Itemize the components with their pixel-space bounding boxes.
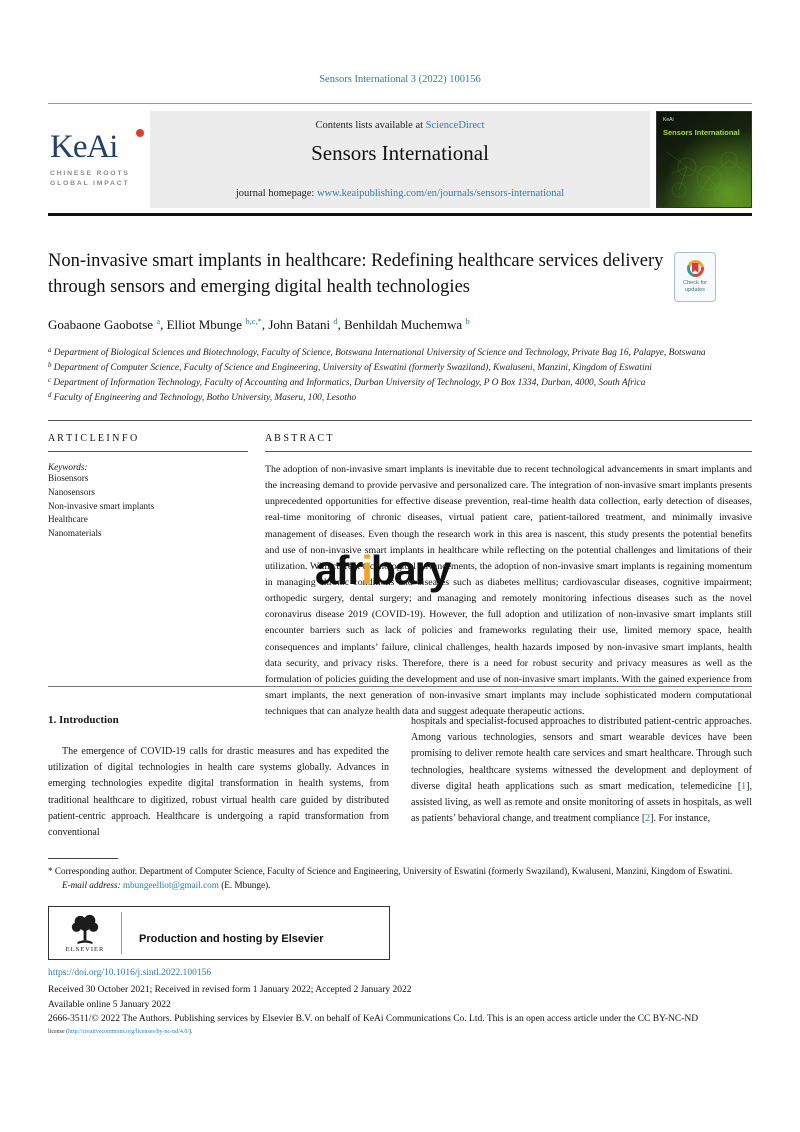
author-affil-sup: b bbox=[465, 316, 470, 326]
journal-masthead bbox=[150, 111, 650, 208]
elsevier-tree-icon bbox=[68, 913, 102, 945]
bookmark-icon bbox=[692, 263, 699, 273]
afribary-watermark bbox=[315, 547, 450, 593]
journal-name: Sensors International bbox=[311, 141, 489, 165]
reference-link-2[interactable]: 2 bbox=[645, 813, 651, 825]
article-info-rule bbox=[48, 451, 248, 452]
email-label: E-mail address: bbox=[62, 879, 123, 890]
corresponding-author-footnote bbox=[48, 865, 752, 893]
abstract-column bbox=[265, 433, 752, 720]
author bbox=[48, 317, 167, 332]
author-affil-sup: b,c,* bbox=[245, 316, 262, 326]
copyright-line: 2666-3511/© 2022 The Authors. Publishing services by Elsevier B.V. on behalf of KeAi Communications Co. Ltd. This is an open access article under the CC BY-NC-ND bbox=[48, 1013, 699, 1024]
author bbox=[344, 317, 470, 332]
contents-line bbox=[150, 120, 650, 131]
keyword: Nanomaterials bbox=[48, 528, 102, 539]
author-separator: , bbox=[160, 317, 167, 332]
intro-left-column bbox=[48, 714, 389, 841]
article-info-column bbox=[48, 433, 248, 541]
homepage-line bbox=[150, 188, 650, 199]
keyword: Biosensors bbox=[48, 473, 89, 483]
email-suffix: (E. Mbunge). bbox=[218, 879, 271, 890]
author bbox=[167, 317, 269, 332]
license-prefix: license ( bbox=[48, 1029, 69, 1035]
keai-tagline bbox=[50, 169, 150, 189]
keyword: Healthcare bbox=[48, 514, 88, 525]
author-affil-sup: a bbox=[156, 316, 161, 326]
author-name: Elliot Mbunge bbox=[166, 317, 243, 332]
affiliation-sup: c bbox=[48, 376, 52, 384]
intro-paragraph-right bbox=[411, 714, 752, 827]
author-name: Benhildah Muchemwa bbox=[344, 317, 463, 332]
check-updates-line1: Check for bbox=[683, 280, 707, 287]
check-updates-ring-inner bbox=[690, 263, 701, 274]
homepage-label: journal homepage: bbox=[235, 188, 317, 199]
contents-prefix: Contents lists available at bbox=[315, 120, 426, 131]
doi-link[interactable]: https://doi.org/10.1016/j.sintl.2022.100156 bbox=[48, 968, 212, 978]
sciencedirect-link[interactable]: ScienceDirect bbox=[425, 120, 485, 131]
available-online: Available online 5 January 2022 bbox=[48, 999, 171, 1010]
affiliation-sup: d bbox=[48, 391, 52, 399]
publisher-box bbox=[48, 906, 390, 960]
affiliation-sup: a bbox=[48, 346, 52, 354]
intro-paragraph-left: The emergence of COVID-19 calls for drastic measures and has expedited the utilization of digital technologies in health care systems globally. Advances in emerging technologies expedite digital transformation in health systems, from traditional healthcare to digitized, robust virtual health care guided by distributed patient-centric approach. Healthcare is undergoing a rapid transformation from conventional bbox=[48, 746, 389, 838]
abstract-text: The adoption of non-invasive smart implants is inevitable due to recent technological advancements in smart implants and the increasing demand to provide pervasive and personalized care. The integration of non-invasive smart implants presents unprecedented opportunities for effective disease prevention, real-time health data collection, early detection of diseases, real-time monitoring of chronic diseases, virtual patient care, patient-tailored treatment, and minimally invasive management of diseases. Even though the research work in this area is nascent, this study presents the potential benefits and use of non-invasive smart implants in healthcare while reflecting on the potential challenges and limitations of their utilization. With current technological advancements, the adoption of non-invasive smart implants is regaining momentum in managing chronic conditions and diseases such as diabetes mellitus; cardiovascular diseases, cognitive impairment; orthopedic surgery, dental surgery; and managing and remotely monitoring infectious diseases such as the novel coronavirus disease 2019 (COVID-19). However, the full adoption and utilization of non-invasive smart implants still encounter barriers such as lack of policies and frameworks regulating their use, limited memory space, health consequences and implants’ failure, clinical challenges, health hazards imposed by non-invasive smart implants, health data security, and privacy risks. Therefore, there is a need for robust security and privacy measures as well as the formulation of policies guiding the development and use of non-invasive smart implants. With the gained experience from smart implants, the next generation of non-invasive smart implants may include sophisticated modern computational techniques that can analyze health data and suggest adequate therapeutic actions. bbox=[265, 464, 752, 718]
footnote-email-line bbox=[48, 879, 752, 893]
info-abstract-section bbox=[48, 433, 752, 718]
keai-tagline-line2: GLOBAL IMPACT bbox=[50, 180, 130, 188]
license-suffix: ). bbox=[189, 1029, 193, 1035]
author-separator: , bbox=[337, 317, 345, 332]
article-title: Non-invasive smart implants in healthcare: Redefining healthcare services delivery through sensors and emerging digital health technologies bbox=[48, 251, 664, 298]
author-name: John Batani bbox=[268, 317, 331, 332]
affiliations-bottom-rule bbox=[48, 420, 752, 421]
watermark-part: afr bbox=[315, 547, 362, 593]
keyword: Nanosensors bbox=[48, 486, 95, 497]
keai-tagline-line1: CHINESE ROOTS bbox=[50, 170, 130, 177]
affiliation bbox=[48, 346, 716, 361]
intro-right-text: hospitals and specialist-focused approaches to distributed patient-centric approaches. Among various technologies, sensors and smart wearable devices have been promising to deliver remote health care services and smart healthcare. Through such technologies, healthcare systems witnessed the development and deployment of diverse digital heath applications such as smart medication, telemedicine [ bbox=[411, 716, 752, 792]
intro-right-text: ], assisted living, as well as remote and onsite monitoring of assets in hospitals, as well as patients’ behavioral change, and treatment compliance [ bbox=[411, 780, 752, 825]
journal-cover-thumbnail bbox=[656, 111, 752, 208]
journal-homepage-link[interactable]: www.keaipublishing.com/en/journals/sensors-international bbox=[316, 188, 565, 199]
elsevier-wordmark: ELSEVIER bbox=[65, 946, 105, 953]
publisher-box-divider bbox=[121, 912, 122, 954]
check-for-updates-badge[interactable] bbox=[674, 252, 716, 302]
check-updates-label bbox=[683, 280, 707, 294]
author-name: Goabaone Gaobotse bbox=[48, 317, 154, 332]
abstract-bottom-rule bbox=[48, 686, 752, 687]
footnote-divider bbox=[48, 858, 118, 859]
affiliation-text: Faculty of Engineering and Technology, Botho University, Maseru, 100, Lesotho bbox=[53, 393, 357, 404]
footnote-text: * Corresponding author. Department of Computer Science, Faculty of Science and Engineering, University of Eswatini (formerly Swaziland), Kwaluseni, Manzini, Kingdom of Eswatini. bbox=[48, 866, 733, 876]
intro-right-text: ]. For instance, bbox=[650, 813, 711, 825]
article-footer bbox=[48, 966, 752, 1037]
reference-link-1[interactable]: 1 bbox=[741, 780, 747, 792]
affiliation-text: Department of Biological Sciences and Biotechnology, Faculty of Science, Botswana International University of Science and Technology, Private Bag 16, Palapye, Botswana bbox=[53, 348, 706, 358]
watermark-part: bary bbox=[370, 547, 450, 593]
email-link[interactable]: mbungeelliot@gmail.com bbox=[122, 879, 219, 890]
header-top-rule bbox=[48, 103, 752, 104]
license-link[interactable]: http://creativecommons.org/licenses/by-nc-nd/4.0/ bbox=[68, 1029, 190, 1035]
affiliation-sup: b bbox=[48, 361, 52, 369]
section-heading: 1. Introduction bbox=[48, 714, 119, 726]
cover-keai-brand: KeAi bbox=[663, 117, 674, 123]
author bbox=[268, 317, 344, 332]
license-line bbox=[48, 1028, 752, 1037]
affiliation-text: Department of Computer Science, Faculty of Science and Engineering, University of Eswatini (formerly Swaziland), Kwaluseni, Manzini, Kingdom of Eswatini bbox=[53, 363, 652, 374]
cover-journal-title: Sensors International bbox=[663, 128, 740, 137]
journal-header bbox=[48, 111, 752, 208]
affiliation-list bbox=[48, 346, 716, 406]
keai-wordmark bbox=[50, 131, 150, 164]
affiliation-text: Department of Information Technology, Faculty of Accounting and Informatics, Durban University of Technology, P O Box 1334, Durban, 4000, South Africa bbox=[53, 378, 646, 389]
abstract-heading: A B S T R A C T bbox=[265, 433, 333, 444]
abstract-rule bbox=[265, 451, 752, 452]
intro-right-column bbox=[411, 714, 752, 827]
author-affil-sup: d bbox=[333, 316, 338, 326]
author-list bbox=[48, 317, 752, 333]
running-head-citation: Sensors International 3 (2022) 100156 bbox=[319, 74, 481, 85]
keai-red-dot-icon bbox=[136, 129, 144, 137]
affiliation bbox=[48, 391, 716, 406]
cover-molecule-pattern bbox=[657, 112, 753, 209]
keai-wordmark-text: KeAi bbox=[50, 129, 118, 165]
article-info-heading: A R T I C L E I N F O bbox=[48, 433, 138, 444]
author-separator: , bbox=[261, 317, 269, 332]
check-updates-ring-icon bbox=[687, 260, 704, 277]
keywords-label: Keywords: bbox=[48, 462, 88, 472]
elsevier-logo bbox=[49, 907, 121, 959]
keyword: Non-invasive smart implants bbox=[48, 500, 155, 511]
keai-logo bbox=[50, 131, 150, 189]
abstract-body bbox=[265, 462, 752, 720]
check-updates-line2: updates bbox=[685, 287, 705, 293]
watermark-i: i bbox=[361, 547, 371, 593]
affiliation bbox=[48, 376, 716, 391]
production-hosting-caption: Production and hosting by Elsevier bbox=[139, 933, 324, 945]
header-bottom-rule bbox=[48, 213, 752, 216]
affiliation bbox=[48, 361, 716, 376]
received-dates: Received 30 October 2021; Received in revised form 1 January 2022; Accepted 2 January 2022 bbox=[48, 985, 412, 996]
